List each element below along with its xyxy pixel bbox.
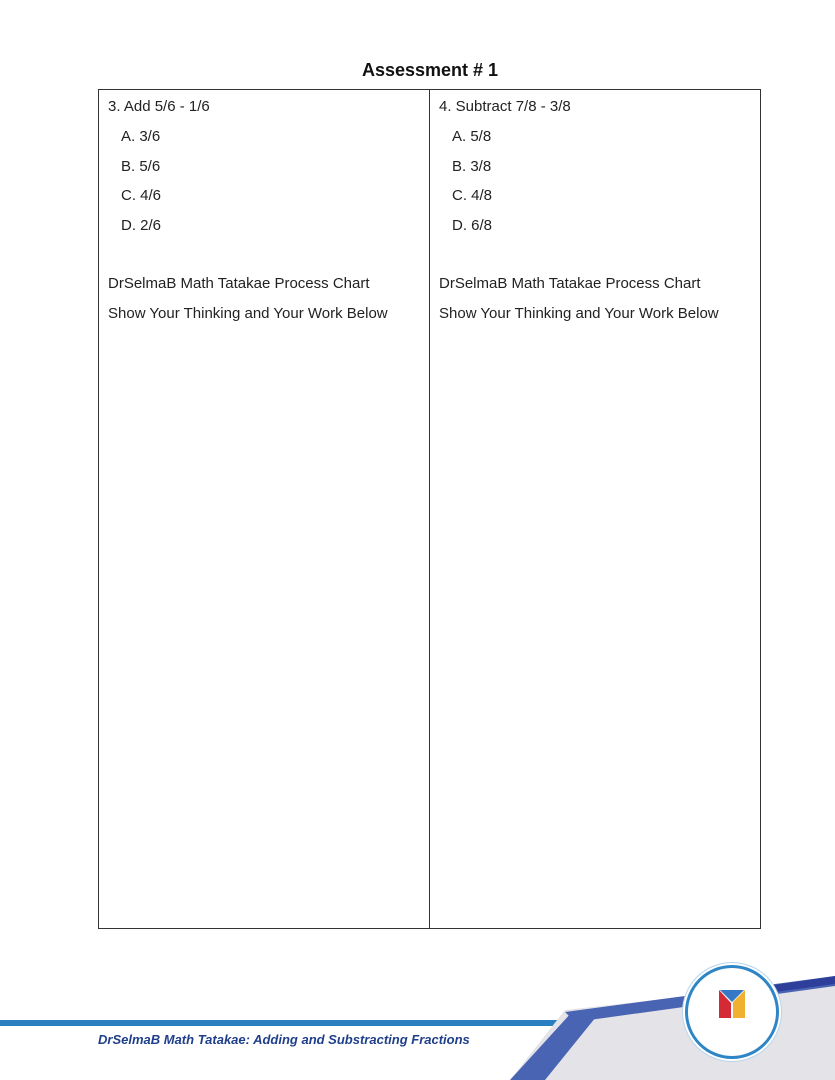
assessment-grid — [98, 89, 761, 929]
process-chart-label: DrSelmaB Math Tatakae Process Chart — [108, 275, 370, 292]
answer-option-b[interactable]: B. 5/6 — [121, 157, 161, 175]
process-chart-label: DrSelmaB Math Tatakae Process Chart — [439, 275, 701, 292]
answer-option-d[interactable]: D. 6/8 — [452, 216, 493, 234]
answer-option-c[interactable]: C. 4/8 — [452, 187, 493, 204]
spacer — [439, 246, 760, 275]
answer-option-b[interactable]: B. 3/8 — [452, 157, 492, 175]
question-prompt: 4. Subtract 7/8 - 3/8 — [439, 98, 571, 115]
question-cell-4 — [429, 90, 760, 928]
question-cell-3 — [99, 90, 429, 928]
footer-title: DrSelmaB Math Tatakae: Adding and Substracting Fractions — [98, 1032, 470, 1047]
answer-option-a[interactable]: A. 3/6 — [121, 128, 161, 145]
answer-option-c[interactable]: C. 4/6 — [121, 187, 162, 204]
answer-option-a[interactable]: A. 5/8 — [452, 128, 492, 145]
spacer — [108, 246, 429, 275]
work-instruction: Show Your Thinking and Your Work Below — [439, 305, 719, 322]
page-title: Assessment # 1 — [361, 60, 499, 80]
answer-option-d[interactable]: D. 2/6 — [121, 216, 162, 234]
work-instruction: Show Your Thinking and Your Work Below — [108, 305, 388, 322]
drselmab-logo-icon — [685, 965, 779, 1059]
question-prompt: 3. Add 5/6 - 1/6 — [108, 98, 210, 115]
